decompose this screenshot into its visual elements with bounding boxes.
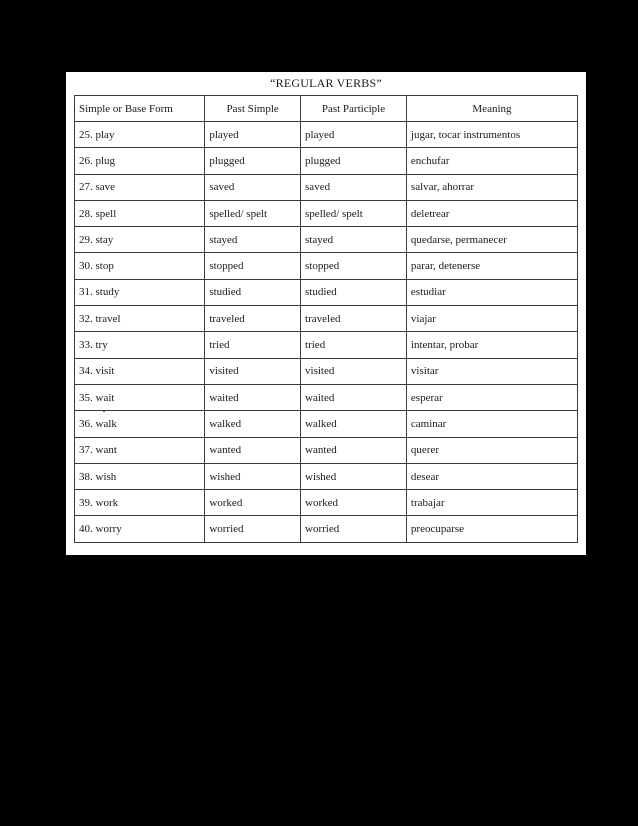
table-row (75, 122, 578, 148)
document-page (66, 72, 586, 555)
meaning-cell: esperar (406, 384, 577, 410)
base-form-cell: 30. stop (75, 253, 205, 279)
past-simple-cell: studied (205, 279, 301, 305)
past-simple-cell: traveled (205, 306, 301, 332)
meaning-cell: intentar, probar (406, 332, 577, 358)
past-participle-cell: wished (301, 463, 407, 489)
base-form-cell: 27. save (75, 174, 205, 200)
past-participle-cell: waited (301, 384, 407, 410)
table-row (75, 332, 578, 358)
meaning-cell: viajar (406, 306, 577, 332)
table-row (75, 463, 578, 489)
past-simple-cell: walked (205, 411, 301, 437)
meaning-cell: parar, detenerse (406, 253, 577, 279)
meaning-cell: trabajar (406, 490, 577, 516)
past-simple-cell: worked (205, 490, 301, 516)
meaning-cell: salvar, ahorrar (406, 174, 577, 200)
base-form-cell: 34. visit (75, 358, 205, 384)
table-row (75, 148, 578, 174)
base-form-cell: 37. want (75, 437, 205, 463)
table-row (75, 437, 578, 463)
table-row (75, 279, 578, 305)
meaning-cell: desear (406, 463, 577, 489)
past-participle-cell: spelled/ spelt (301, 200, 407, 226)
base-form-cell: 28. spell (75, 200, 205, 226)
past-participle-cell: stayed (301, 227, 407, 253)
past-participle-cell: saved (301, 174, 407, 200)
table-row (75, 174, 578, 200)
past-participle-cell: played (301, 122, 407, 148)
past-simple-cell: tried (205, 332, 301, 358)
past-simple-cell: spelled/ spelt (205, 200, 301, 226)
base-form-cell: 29. stay (75, 227, 205, 253)
base-form-cell: 35. wait (75, 384, 205, 410)
past-participle-cell: tried (301, 332, 407, 358)
base-form-cell: 25. play (75, 122, 205, 148)
meaning-cell: estudiar (406, 279, 577, 305)
table-row (75, 253, 578, 279)
column-header-past-simple: Past Simple (205, 96, 301, 122)
table-body (75, 122, 578, 543)
table-row (75, 384, 578, 410)
document-title: “REGULAR VERBS” (270, 76, 382, 90)
base-form-cell: 32. travel (75, 306, 205, 332)
past-simple-cell: visited (205, 358, 301, 384)
base-form-cell: 39. work (75, 490, 205, 516)
table-row (75, 306, 578, 332)
table-row (75, 358, 578, 384)
past-simple-cell: played (205, 122, 301, 148)
past-participle-cell: visited (301, 358, 407, 384)
base-form-cell: 38. wish (75, 463, 205, 489)
past-simple-cell: worried (205, 516, 301, 542)
column-header-base-form: Simple or Base Form (75, 96, 205, 122)
past-participle-cell: stopped (301, 253, 407, 279)
table-header-row (75, 96, 578, 122)
past-simple-cell: wished (205, 463, 301, 489)
base-form-cell: 33. try (75, 332, 205, 358)
past-simple-cell: wanted (205, 437, 301, 463)
meaning-cell: quedarse, permanecer (406, 227, 577, 253)
table-row (75, 411, 578, 437)
table-row (75, 490, 578, 516)
past-simple-cell: stayed (205, 227, 301, 253)
meaning-cell: enchufar (406, 148, 577, 174)
past-participle-cell: plugged (301, 148, 407, 174)
past-participle-cell: walked (301, 411, 407, 437)
base-form-cell: 26. plug (75, 148, 205, 174)
past-participle-cell: studied (301, 279, 407, 305)
table-row (75, 516, 578, 542)
column-header-past-participle: Past Participle (301, 96, 407, 122)
past-participle-cell: wanted (301, 437, 407, 463)
meaning-cell: jugar, tocar instrumentos (406, 122, 577, 148)
base-form-cell: 31. study (75, 279, 205, 305)
base-form-cell: 36. walk (75, 411, 205, 437)
meaning-cell: deletrear (406, 200, 577, 226)
table-row (75, 227, 578, 253)
past-participle-cell: traveled (301, 306, 407, 332)
table-row (75, 200, 578, 226)
meaning-cell: caminar (406, 411, 577, 437)
column-header-meaning: Meaning (406, 96, 577, 122)
past-participle-cell: worked (301, 490, 407, 516)
past-simple-cell: stopped (205, 253, 301, 279)
past-participle-cell: worried (301, 516, 407, 542)
verbs-table (74, 95, 578, 543)
meaning-cell: querer (406, 437, 577, 463)
base-form-cell: 40. worry (75, 516, 205, 542)
scan-speck (103, 410, 105, 412)
past-simple-cell: waited (205, 384, 301, 410)
meaning-cell: preocuparse (406, 516, 577, 542)
meaning-cell: visitar (406, 358, 577, 384)
past-simple-cell: saved (205, 174, 301, 200)
past-simple-cell: plugged (205, 148, 301, 174)
